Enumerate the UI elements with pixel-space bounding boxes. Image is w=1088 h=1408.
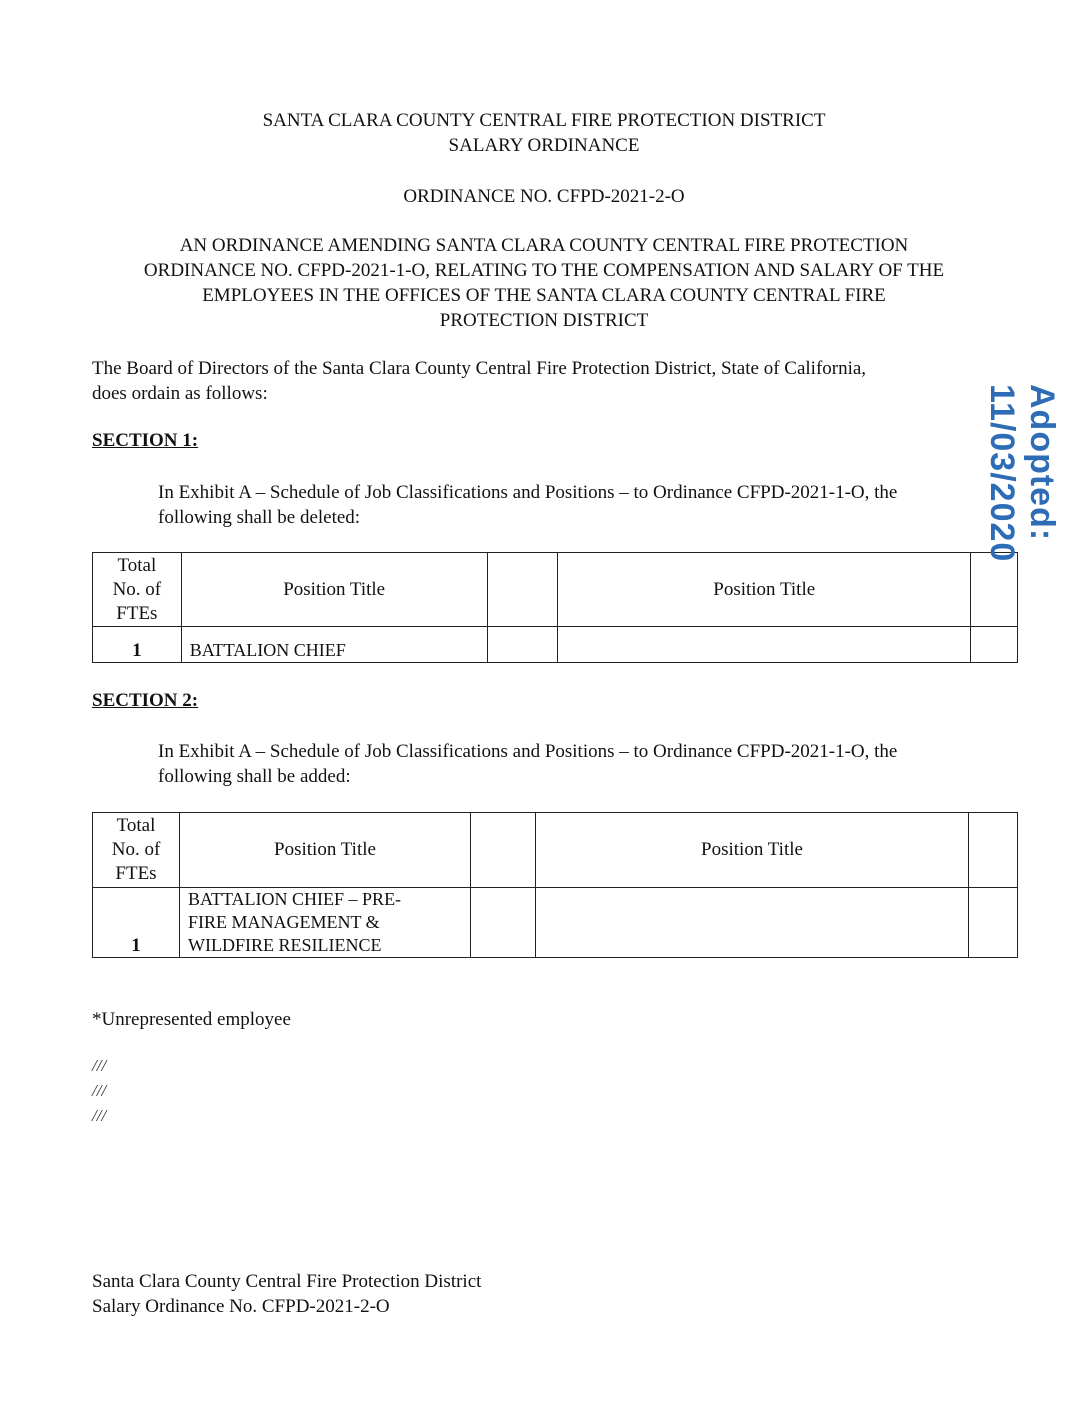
- continuation-mark: ///: [92, 1106, 107, 1125]
- table-header-row: [93, 553, 1018, 627]
- position-title-header-2: Position Title: [558, 553, 971, 627]
- section-2-text-line-1: In Exhibit A – Schedule of Job Classifications and Positions – to Ordinance CFPD-2021-1-O, the: [158, 741, 898, 762]
- blank-header-cell: [471, 813, 536, 888]
- section-1-text-line-1: In Exhibit A – Schedule of Job Classifications and Positions – to Ordinance CFPD-2021-1-O, the: [158, 482, 898, 503]
- blank-cell: [971, 627, 1018, 663]
- fte-count: 1: [93, 627, 182, 663]
- section-1-table: [92, 552, 1018, 663]
- position-title-header: Position Title: [180, 813, 471, 888]
- district-title: SANTA CLARA COUNTY CENTRAL FIRE PROTECTION DISTRICT: [262, 110, 826, 131]
- continuation-mark: ///: [92, 1081, 107, 1100]
- footer-ordinance: Salary Ordinance No. CFPD-2021-2-O: [92, 1296, 390, 1317]
- blank-header-cell: [969, 813, 1018, 888]
- position-title: BATTALION CHIEF: [181, 627, 487, 663]
- ordinance-number: ORDINANCE NO. CFPD-2021-2-O: [403, 186, 685, 207]
- table-row: [93, 888, 1018, 958]
- fte-column-header: Total No. of FTEs: [93, 553, 182, 627]
- document-type: SALARY ORDINANCE: [448, 135, 640, 156]
- blank-cell: [471, 888, 536, 958]
- section-2-text-line-2: following shall be added:: [158, 766, 351, 787]
- blank-cell: [969, 888, 1018, 958]
- continuation-mark: ///: [92, 1056, 107, 1075]
- footer-district: Santa Clara County Central Fire Protection District: [92, 1271, 482, 1292]
- position-title-header-2: Position Title: [536, 813, 969, 888]
- fte-column-header: Total No. of FTEs: [93, 813, 180, 888]
- section-1-heading: SECTION 1:: [92, 430, 199, 451]
- blank-header-cell: [487, 553, 558, 627]
- section-2-heading: SECTION 2:: [92, 690, 199, 711]
- ordinance-title-line-1: AN ORDINANCE AMENDING SANTA CLARA COUNTY CENTRAL FIRE PROTECTION: [179, 235, 909, 256]
- fte-count: 1: [93, 888, 180, 958]
- adopted-stamp: Adopted: 11/03/2020: [983, 384, 1061, 563]
- unrepresented-note: *Unrepresented employee: [92, 1009, 291, 1030]
- section-1-text-line-2: following shall be deleted:: [158, 507, 361, 528]
- table-row: [93, 627, 1018, 663]
- intro-line-2: does ordain as follows:: [92, 383, 268, 404]
- position-title-header: Position Title: [181, 553, 487, 627]
- section-2-table: [92, 812, 1018, 958]
- intro-line-1: The Board of Directors of the Santa Clara County Central Fire Protection District, State of California,: [92, 358, 867, 379]
- position-title: BATTALION CHIEF – PRE- FIRE MANAGEMENT & WILDFIRE RESILIENCE: [180, 888, 471, 958]
- blank-cell: [558, 627, 971, 663]
- ordinance-title-line-2: ORDINANCE NO. CFPD-2021-1-O, RELATING TO THE COMPENSATION AND SALARY OF THE: [143, 260, 945, 281]
- blank-cell: [536, 888, 969, 958]
- table-header-row: [93, 813, 1018, 888]
- blank-header-cell: [971, 553, 1018, 627]
- ordinance-title-line-3: EMPLOYEES IN THE OFFICES OF THE SANTA CLARA COUNTY CENTRAL FIRE: [202, 285, 886, 306]
- blank-cell: [487, 627, 558, 663]
- ordinance-title-line-4: PROTECTION DISTRICT: [439, 310, 649, 331]
